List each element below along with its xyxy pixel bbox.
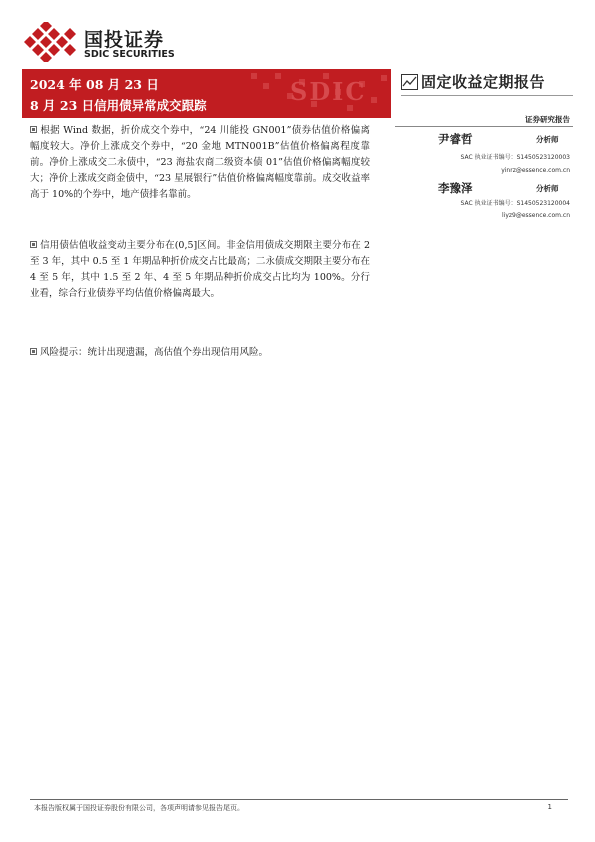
analyst-license: SAC 执业证书编号：S1450523120004 (460, 200, 570, 207)
analyst-email[interactable]: liyz9@essence.com.cn (501, 212, 570, 219)
sdic-logo-icon (22, 22, 78, 62)
footer-disclaimer: 本报告版权属于国投证券股份有限公司，各项声明请参见报告尾页。 (34, 804, 244, 812)
bullet-icon (30, 241, 37, 248)
analyst-name: 尹睿哲 (438, 132, 473, 146)
analyst-title: 分析师 (536, 184, 559, 193)
paragraph-text: 信用债估值收益变动主要分布在(0,5]区间。非金信用债成交期限主要分布在 2 至 3 年，其中 0.5 至 1 年期品种折价成交占比最高；二永债成交期限主要分布在 4 至 5 年，其中 1.5 至 2 年、4 至 5 年期品种折价成交占比均为 100%。分行业看，综合行业债券平均估值价格偏离最大。 (30, 240, 370, 299)
page-number: 1 (547, 803, 552, 811)
bullet-icon (30, 348, 37, 355)
analyst-email[interactable]: yinrz@essence.com.cn (501, 167, 570, 174)
analyst-license: SAC 执业证书编号：S1450523120003 (460, 154, 570, 161)
report-type-label: 固定收益定期报告 (421, 73, 546, 91)
risk-warning-text: 风险提示：统计出现遗漏，高估值个券出现信用风险。 (40, 347, 269, 358)
paragraph-text: 根据 Wind 数据，折价成交个券中，“24 川能投 GN001”债券估值价格偏离幅度较大。净价上涨成交个券中，“20 金地 MTN001B”估值价格偏离程度靠前。净价上涨成交二永债中，“23 海盐农商二级资本债 01”估值价格偏离幅度较大；净价上涨成交商金债中，“23 星展银行”估值价格偏离幅度靠前。成交收益率高于 10%的个券中，地产债排名靠前。 (30, 125, 370, 200)
report-type-header (401, 71, 573, 95)
brand-name-cn: 国投证券 (84, 29, 165, 51)
report-banner (22, 69, 391, 118)
risk-warning (30, 345, 370, 361)
report-category-label: 证券研究报告 (525, 115, 570, 124)
analyst-name: 李豫泽 (438, 181, 473, 195)
trend-chart-icon (401, 74, 418, 90)
analyst-title: 分析师 (536, 135, 559, 144)
company-logo (22, 22, 192, 64)
report-title: 8 月 23 日信用债异常成交跟踪 (30, 98, 207, 113)
brand-name-en: SDIC SECURITIES (84, 49, 175, 60)
report-date: 2024 年 08 月 23 日 (30, 77, 159, 92)
summary-paragraph (30, 123, 370, 203)
footer-divider (30, 799, 568, 800)
report-type-divider (401, 95, 573, 96)
banner-watermark: SDIC (290, 77, 367, 106)
sidebar-divider (395, 126, 573, 127)
summary-paragraph (30, 238, 370, 302)
bullet-icon (30, 126, 37, 133)
